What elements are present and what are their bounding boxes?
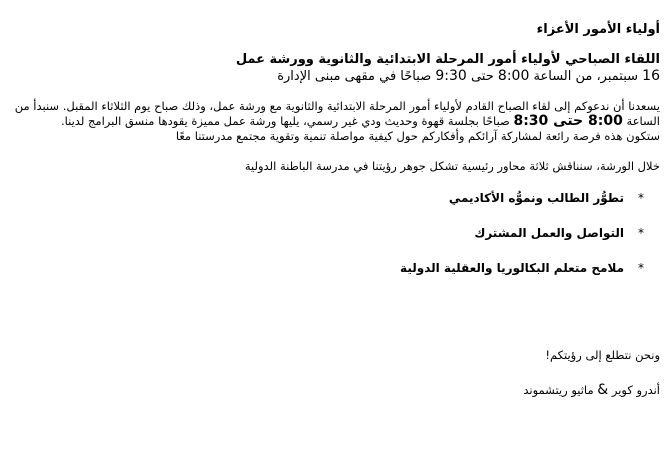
- bullet-marker: *: [638, 191, 644, 205]
- signature: [14, 382, 660, 398]
- letter-subject: اللقاء الصباحي لأولياء أمور المرحلة الابتدائية والثانوية وورشة عمل: [235, 52, 660, 67]
- topic-label: ملامح متعلم البكالوريا والعقلية الدولية: [400, 261, 624, 275]
- bullet-marker: *: [638, 261, 644, 275]
- greeting: أولياء الأمور الأعزاء: [536, 22, 660, 37]
- list-item: [14, 190, 644, 206]
- event-end-time: 9:30: [435, 68, 467, 84]
- event-location: صباحًا في مقهى مبنى الإدارة: [277, 69, 432, 84]
- coffee-time: 8:00 حتى 8:30: [513, 113, 623, 129]
- event-until: حتى: [470, 69, 494, 84]
- body-part3: ستكون هذه فرصة رائعة لمشاركة آرائكم وأفكاركم حول كيفية مواصلة تنمية وتقوية مجتمع مدرستنا معًا: [175, 129, 660, 143]
- letter-body: [14, 99, 660, 144]
- list-item: [14, 225, 644, 241]
- body-part1: يسعدنا أن ندعوكم إلى لقاء الصباح القادم لأولياء أمور المرحلة الابتدائية والثانوية مع ورشة عمل، وذلك صباح يوم الثلاثاء المقبل. سنبدأ من الساعة: [14, 99, 660, 128]
- body-part2: صباحًا بجلسة قهوة وحديث ودي غير رسمي، يليها ورشة عمل مميزة يقودها منسق البرامج لدينا.: [60, 114, 510, 128]
- event-start-time: 8:00: [497, 68, 530, 84]
- signer-first: أندرو كوير: [611, 383, 660, 397]
- workshop-intro: خلال الورشة، سنناقش ثلاثة محاور رئيسية تشكل جوهر رؤيتنا في مدرسة الباطنة الدولية: [244, 159, 660, 173]
- topics-list: [14, 190, 660, 276]
- topic-label: تطوُّر الطالب ونموُّه الأكاديمي: [448, 191, 624, 205]
- topic-label: التواصل والعمل المشترك: [474, 226, 624, 240]
- bullet-marker: *: [638, 226, 644, 240]
- event-dateline: [14, 68, 660, 85]
- list-item: [14, 260, 644, 276]
- closing-line: ونحن نتطلع إلى رؤيتكم!: [545, 348, 660, 362]
- event-day: 16: [642, 68, 660, 84]
- signature-ampersand: &: [597, 382, 609, 398]
- event-month-label: سبتمبر، من الساعة: [533, 69, 639, 84]
- signer-second: ماثيو ريتشموند: [523, 383, 594, 397]
